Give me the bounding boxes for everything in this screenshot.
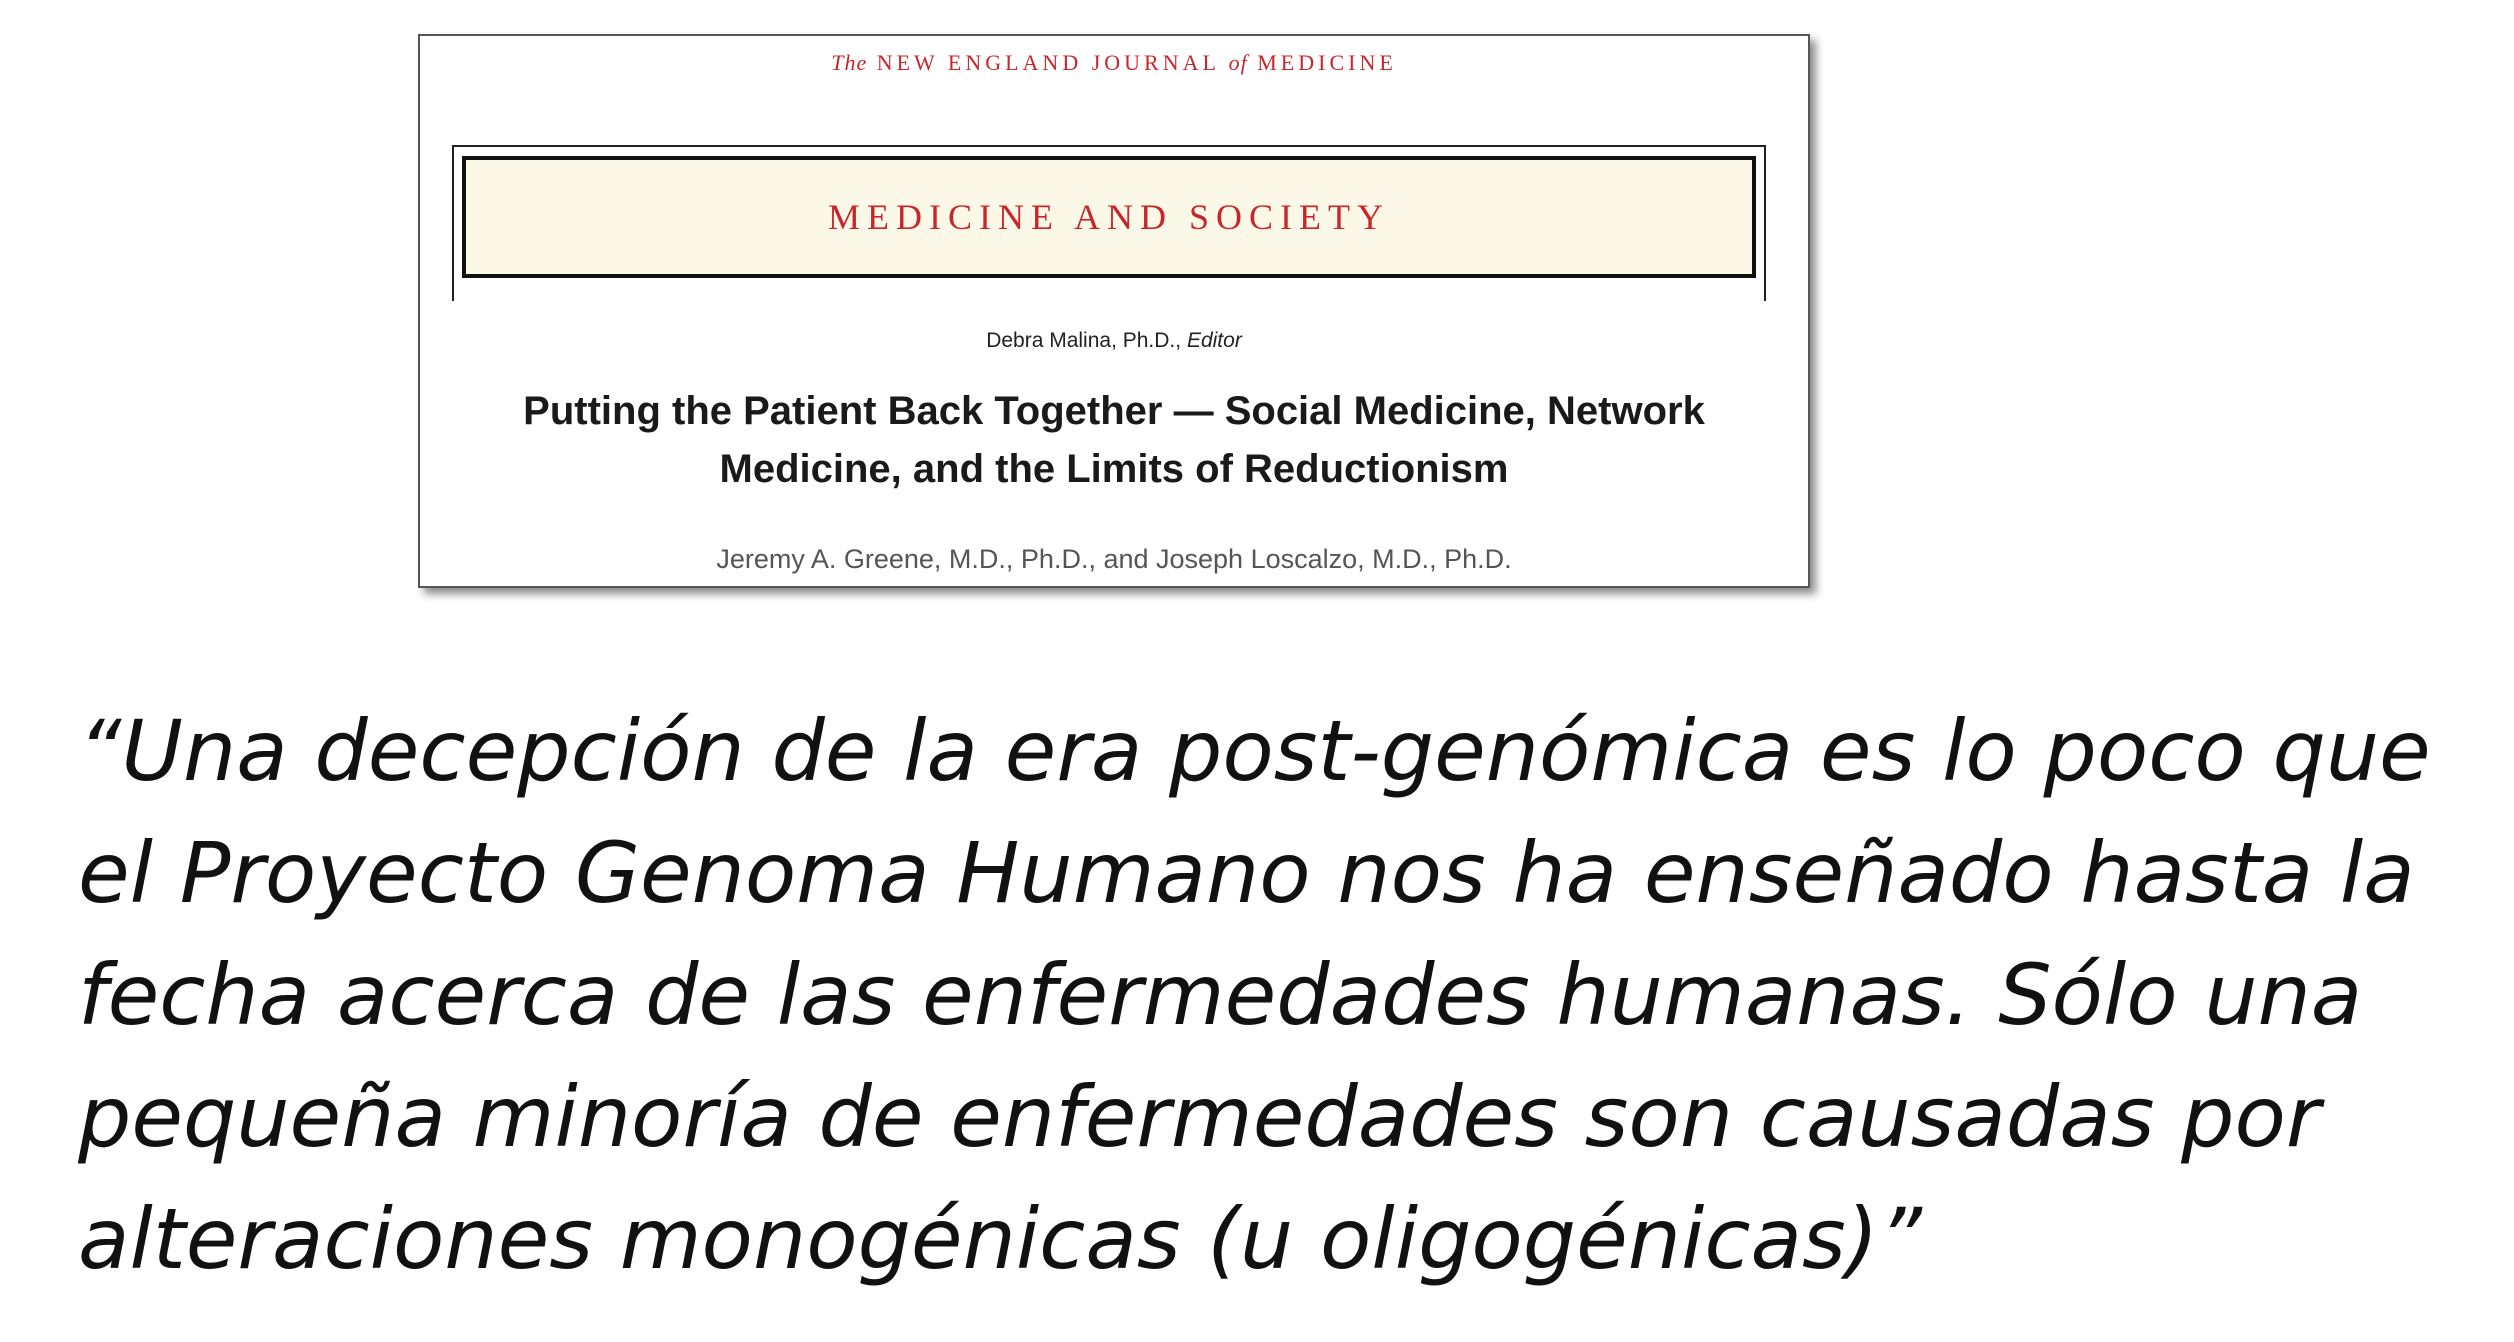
journal-name [420, 50, 1808, 76]
article-title-line: Medicine, and the Limits of Reductionism [719, 447, 1509, 491]
article-title [440, 382, 1788, 498]
article-authors: Jeremy A. Greene, M.D., Ph.D., and Joseph Loscalzo, M.D., Ph.D. [716, 544, 1512, 574]
editor-line [420, 329, 1808, 353]
journal-prefix: The [831, 50, 868, 75]
article-header-image [418, 34, 1810, 588]
quote-line: pequeña minoría de enfermedades son causadas por [78, 1068, 2321, 1166]
quote-line: el Proyecto Genoma Humano nos ha enseñado hasta la [78, 824, 2415, 922]
article-title-line: Putting the Patient Back Together — Social Medicine, Network [523, 389, 1705, 433]
journal-name-part1: NEW ENGLAND JOURNAL [876, 50, 1220, 75]
quote-line: “Una decepción de la era post-genómica es lo poco que [78, 702, 2431, 800]
quote-text [78, 690, 2498, 1300]
section-banner [462, 156, 1756, 278]
journal-name-part2: MEDICINE [1257, 50, 1397, 75]
section-title: MEDICINE AND SOCIETY [828, 197, 1390, 237]
quote-line: alteraciones monogénicas (u oligogénicas)” [78, 1190, 1923, 1288]
editor-role: Editor [1186, 329, 1242, 352]
editor-name: Debra Malina, Ph.D., [986, 329, 1182, 352]
journal-name-of: of [1228, 50, 1248, 75]
quote-line: fecha acerca de las enfermedades humanas. Sólo una [78, 946, 2363, 1044]
